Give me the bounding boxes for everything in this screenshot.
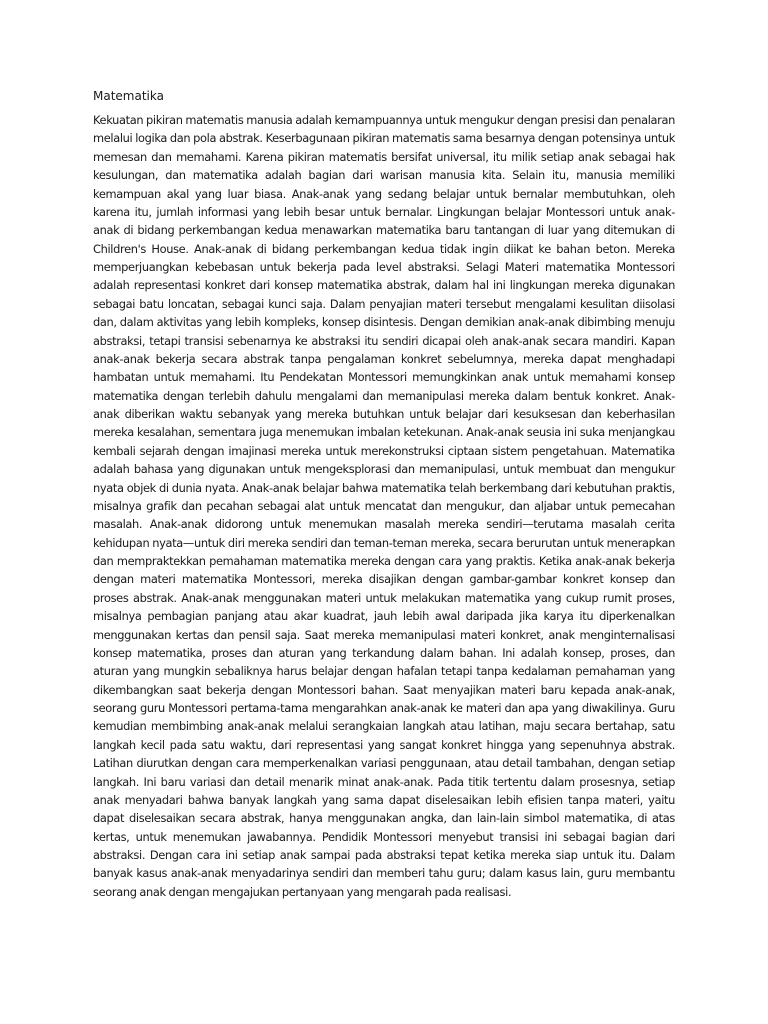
document-body-paragraph: Kekuatan pikiran matematis manusia adalah kemampuannya untuk mengukur dengan presisi dan penalaran melalui logika dan pola abstrak. Keserbagunaan pikiran matematis sama besarnya dengan potensinya untuk memesan dan memahami. Karena pikiran matematis bersifat universal, itu milik setiap anak sebagai hak kesulungan, dan matematika adalah bagian dari warisan manusia kita. Selain itu, manusia memiliki kemampuan akal yang luar biasa. Anak-anak yang sedang belajar untuk bernalar membutuhkan, oleh karena itu, jumlah informasi yang lebih besar untuk bernalar. Lingkungan belajar Montessori untuk anak-anak di bidang perkembangan kedua menawarkan matematika baru tantangan di luar yang ditemukan di Children's House. Anak-anak di bidang perkembangan kedua tidak ingin diikat ke bahan beton. Mereka memperjuangkan kebebasan untuk bekerja pada level abstraksi. Selagi Materi matematika Montessori adalah representasi konkret dari konsep matematika abstrak, dalam hal ini lingkungan mereka digunakan sebagai batu loncatan, sebagai kunci saja. Dalam penyajian materi tersebut mengalami kesulitan diisolasi dan, dalam aktivitas yang lebih kompleks, konsep disintesis. Dengan demikian anak-anak dibimbing menuju abstraksi, tetapi transisi sebenarnya ke abstraksi itu sendiri dicapai oleh anak-anak secara mandiri. Kapan anak-anak bekerja secara abstrak tanpa pengalaman konkret sebelumnya, mereka dapat menghadapi hambatan untuk memahami. Itu Pendekatan Montessori memungkinkan anak untuk memahami konsep matematika dengan terlebih dahulu mengalami dan memanipulasi mereka dalam bentuk konkret. Anak-anak diberikan waktu sebanyak yang mereka butuhkan untuk belajar dari kesuksesan dan keberhasilan mereka kesalahan, sementara juga menemukan imbalan ketekunan. Anak-anak seusia ini suka menjangkau kembali sejarah dengan imajinasi mereka untuk merekonstruksi ciptaan sistem pengetahuan. Matematika adalah bahasa yang digunakan untuk mengeksplorasi dan memanipulasi, untuk membuat dan mengukur nyata objek di dunia nyata. Anak-anak belajar bahwa matematika telah berkembang dari kebutuhan praktis, misalnya grafik dan pecahan sebagai alat untuk mencatat dan mengukur, dan aljabar untuk pemecahan masalah. Anak-anak didorong untuk menemukan masalah mereka sendiri—terutama masalah cerita kehidupan nyata—untuk diri mereka sendiri dan teman-teman mereka, secara berurutan untuk menerapkan dan mempraktekkan pemahaman matematika mereka dengan cara yang praktis. Ketika anak-anak bekerja dengan materi matematika Montessori, mereka disajikan dengan gambar-gambar konkret konsep dan proses abstrak. Anak-anak menggunakan materi untuk melakukan matematika yang cukup rumit proses, misalnya pembagian panjang atau akar kuadrat, jauh lebih awal daripada jika karya itu diperkenalkan menggunakan kertas dan pensil saja. Saat mereka memanipulasi materi konkret, anak menginternalisasi konsep matematika, proses dan aturan yang terkandung dalam bahan. Ini adalah konsep, proses, dan aturan yang mungkin sebaliknya harus belajar dengan hafalan tetapi tanpa kedalaman pemahaman yang dikembangkan saat bekerja dengan Montessori bahan. Saat menyajikan materi baru kepada anak-anak, seorang guru Montessori pertama-tama mengarahkan anak-anak ke materi dan apa yang diwakilinya. Guru kemudian membimbing anak-anak melalui serangkaian langkah atau latihan, maju secara bertahap, satu langkah kecil pada satu waktu, dari representasi yang sangat konkret hingga yang sepenuhnya abstrak. Latihan diurutkan dengan cara memperkenalkan variasi penggunaan, atau detail tambahan, dengan setiap langkah. Ini baru variasi dan detail menarik minat anak-anak. Pada titik tertentu dalam prosesnya, setiap anak menyadari bahwa banyak langkah yang sama dapat diselesaikan lebih efisien tanpa materi, yaitu dapat diselesaikan secara abstrak, hanya menggunakan angka, dan lain-lain simbol matematika, di atas kertas, untuk menemukan jawabannya. Pendidik Montessori menyebut transisi ini sebagai bagian dari abstraksi. Dengan cara ini setiap anak sampai pada abstraksi tepat ketika mereka siap untuk itu. Dalam banyak kasus anak-anak menyadarinya sendiri dan memberi tahu guru; dalam kasus lain, guru membantu seorang anak dengan mengajukan pertanyaan yang mengarah pada realisasi. <box>93 113 675 899</box>
document-title: Matematika <box>93 89 164 103</box>
